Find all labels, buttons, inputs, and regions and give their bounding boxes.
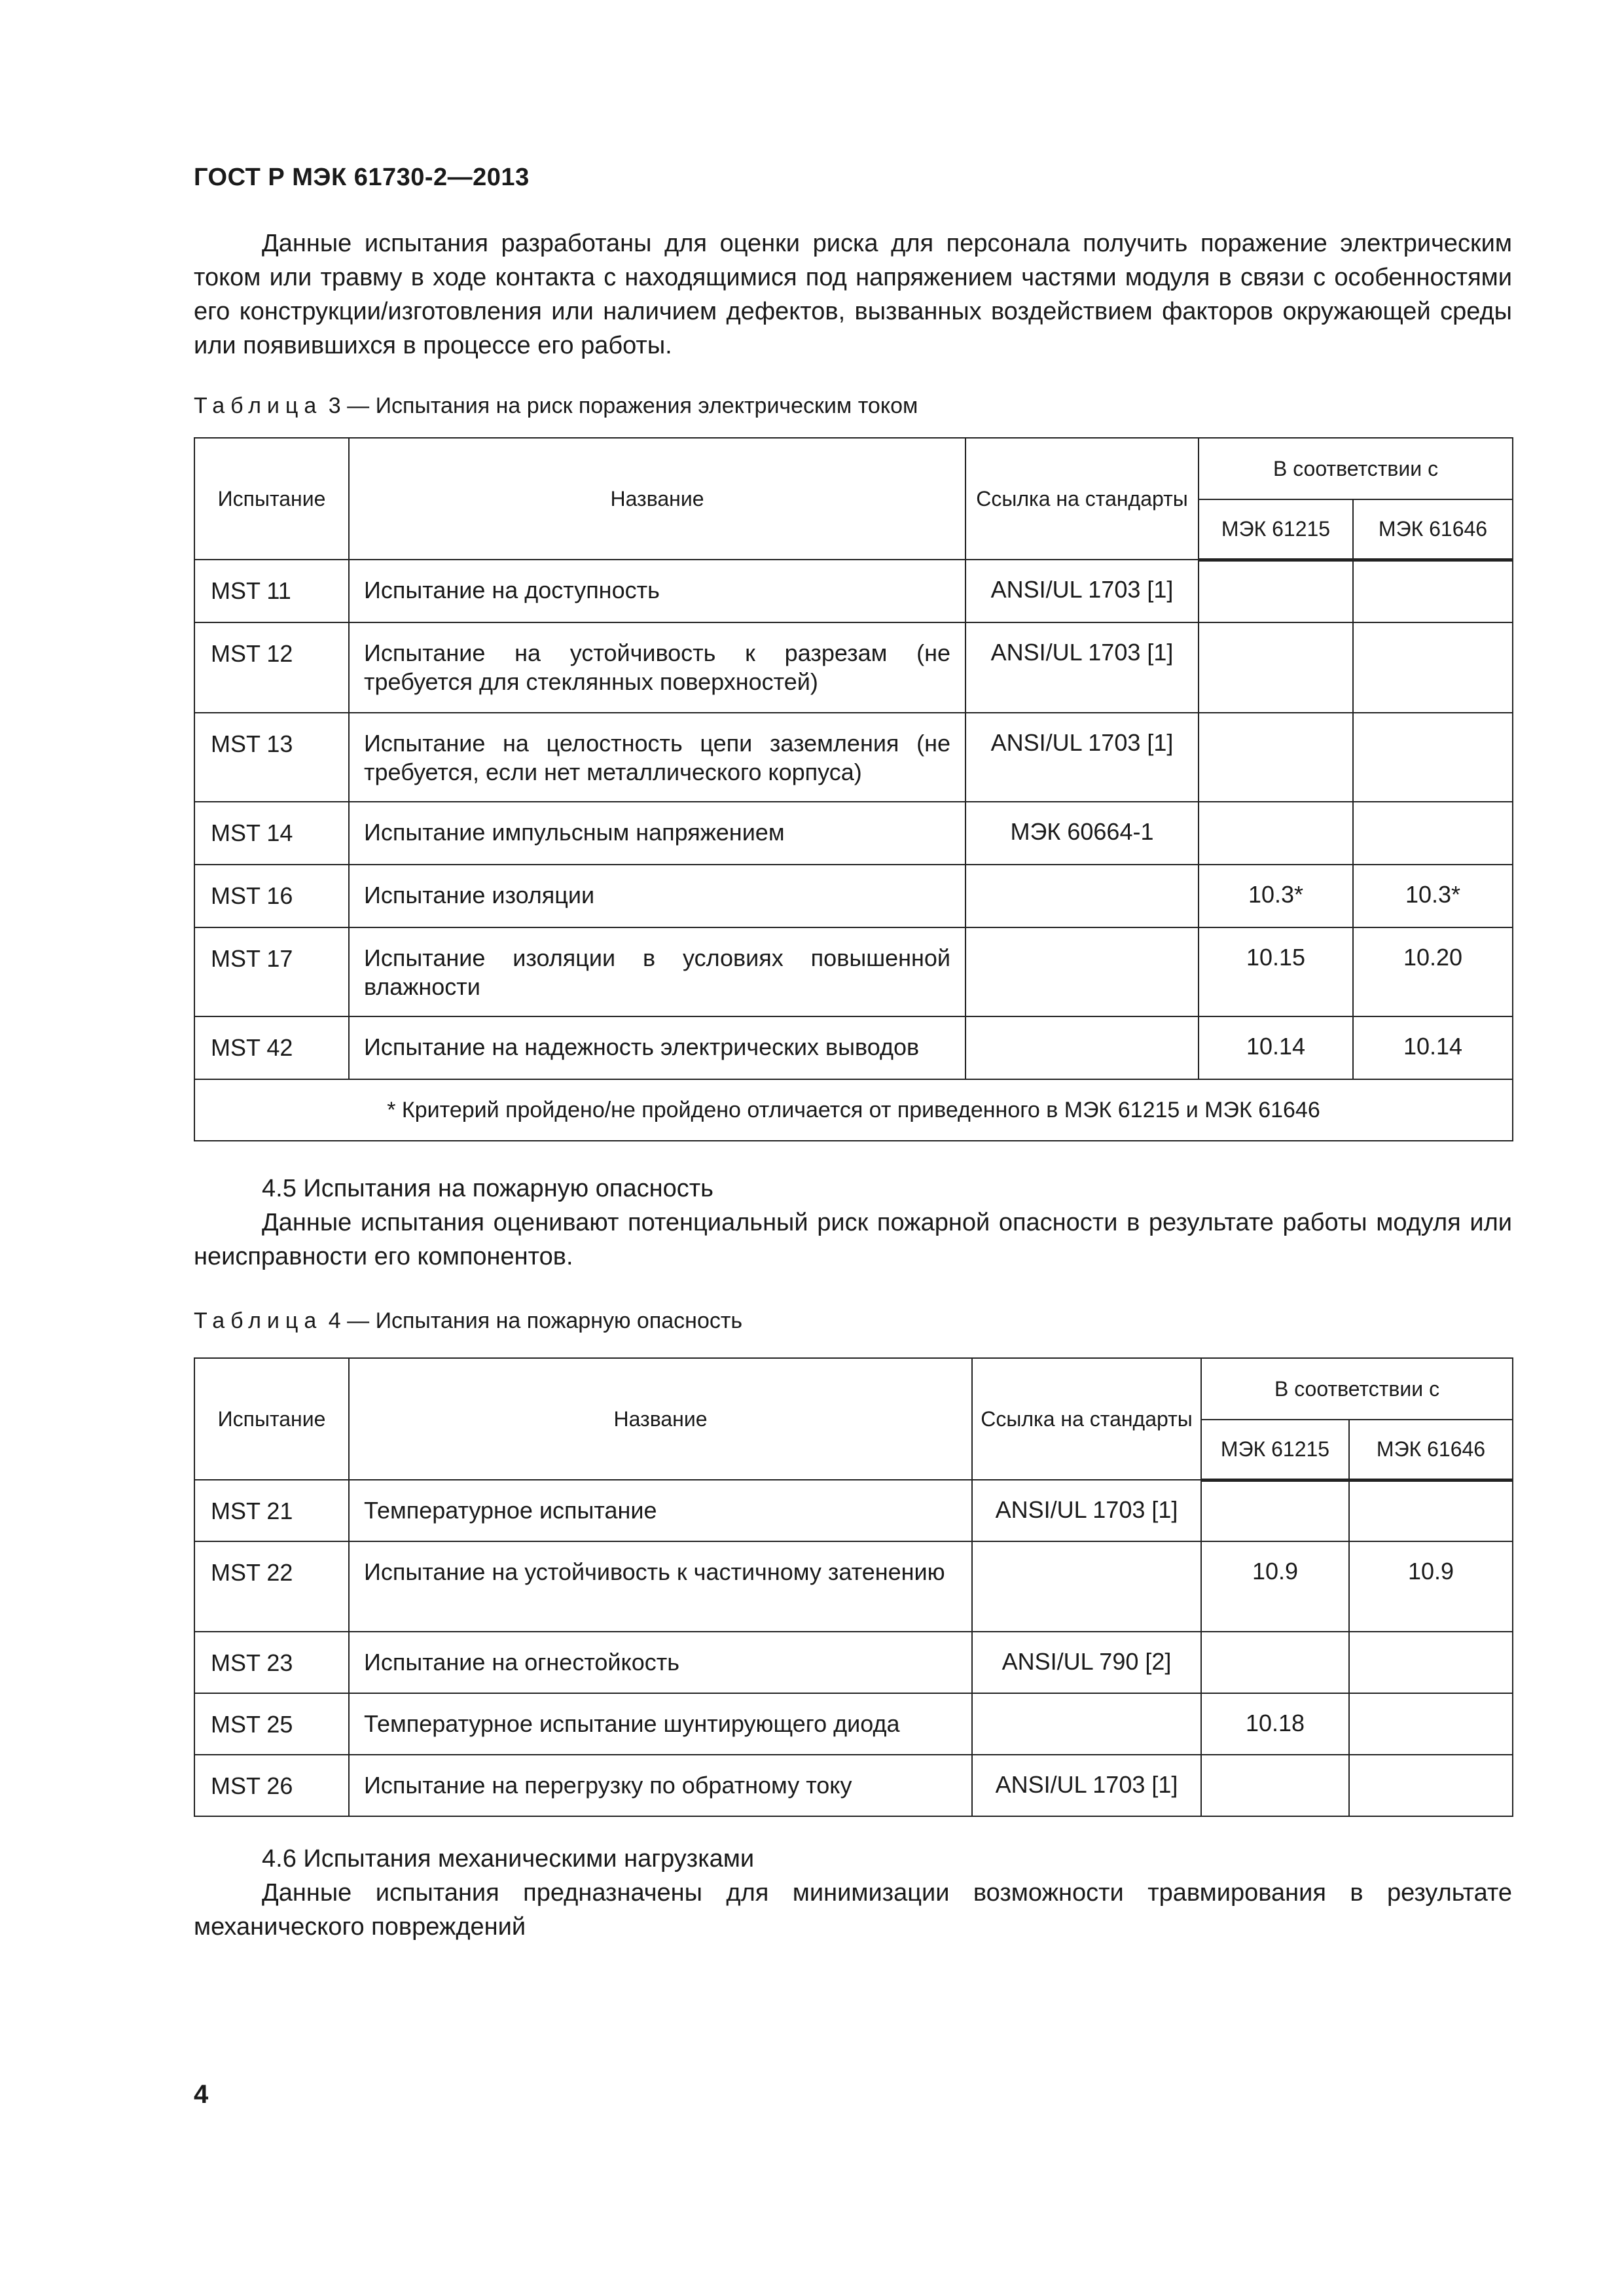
table4-fire-hazard-tests xyxy=(194,1357,1513,1817)
test-reference xyxy=(972,1541,1201,1632)
document-header: ГОСТ Р МЭК 61730-2—2013 xyxy=(194,164,530,191)
header-name: Название xyxy=(349,1358,972,1480)
intro-paragraph: Данные испытания разработаны для оценки риска для персонала получить поражение электрическим током или травму в ходе контакта с находящимися под напряжением частями модуля в связи с особенностями его конструкции/изготовления или наличием дефектов, вызванных воздействием факторов окружающей среды или появившихся в процессе его работы. xyxy=(194,230,1512,359)
header-reference: Ссылка на стандарты xyxy=(965,438,1199,560)
iec-61215-clause xyxy=(1199,560,1353,622)
test-reference xyxy=(965,927,1199,1016)
test-name: Испытание на перегрузку по обратному току xyxy=(349,1755,972,1816)
header-test: Испытание xyxy=(194,1358,349,1480)
iec-61215-clause xyxy=(1199,802,1353,865)
header-reference: Ссылка на стандарты xyxy=(972,1358,1201,1480)
iec-61646-clause xyxy=(1349,1632,1513,1693)
iec-61215-clause xyxy=(1199,622,1353,713)
test-reference xyxy=(965,1016,1199,1079)
header-accordance: В соответствии с xyxy=(1201,1358,1513,1420)
iec-61215-clause: 10.14 xyxy=(1199,1016,1353,1079)
table-row xyxy=(194,622,1513,713)
header-name: Название xyxy=(349,438,965,560)
test-reference: ANSI/UL 1703 [1] xyxy=(965,560,1199,622)
header-accordance: В соответствии с xyxy=(1199,438,1513,499)
test-name: Испытание на устойчивость к разрезам (не требуется для стеклянных поверхностей) xyxy=(349,622,965,713)
test-name: Испытание импульсным напряжением xyxy=(349,802,965,865)
iec-61215-clause: 10.3* xyxy=(1199,865,1353,927)
test-reference xyxy=(965,865,1199,927)
test-name: Испытание изоляции в условиях повышенной влажности xyxy=(349,927,965,1016)
test-name: Испытание изоляции xyxy=(349,865,965,927)
test-code: MST 21 xyxy=(194,1480,349,1541)
iec-61215-clause: 10.18 xyxy=(1201,1693,1349,1755)
table-row xyxy=(194,1755,1513,1816)
test-name: Температурное испытание шунтирующего диода xyxy=(349,1693,972,1755)
test-name: Испытание на огнестойкость xyxy=(349,1632,972,1693)
test-name: Испытание на надежность электрических выводов xyxy=(349,1016,965,1079)
section-4-6 xyxy=(194,1842,1512,1944)
test-reference: ANSI/UL 1703 [1] xyxy=(972,1480,1201,1541)
page-number: 4 xyxy=(194,2080,209,2109)
test-name: Испытание на устойчивость к частичному затенению xyxy=(349,1541,972,1632)
test-code: MST 23 xyxy=(194,1632,349,1693)
table-row xyxy=(194,1632,1513,1693)
test-code: MST 17 xyxy=(194,927,349,1016)
table-row xyxy=(194,802,1513,865)
table3-caption: Таблица 3 — Испытания на риск поражения электрическим током xyxy=(194,393,918,418)
test-code: MST 16 xyxy=(194,865,349,927)
test-reference: ANSI/UL 1703 [1] xyxy=(965,713,1199,802)
iec-61646-clause xyxy=(1353,802,1513,865)
iec-61215-clause xyxy=(1201,1632,1349,1693)
test-name: Испытание на доступность xyxy=(349,560,965,622)
iec-61646-clause xyxy=(1353,713,1513,802)
iec-61215-clause: 10.15 xyxy=(1199,927,1353,1016)
header-iec-61646: МЭК 61646 xyxy=(1349,1420,1513,1480)
iec-61646-clause xyxy=(1353,560,1513,622)
test-code: MST 26 xyxy=(194,1755,349,1816)
iec-61646-clause xyxy=(1349,1693,1513,1755)
table3-electric-shock-tests xyxy=(194,437,1513,1141)
table3-footnote: * Критерий пройдено/не пройдено отличается от приведенного в МЭК 61215 и МЭК 61646 xyxy=(194,1079,1513,1141)
table-row xyxy=(194,927,1513,1016)
iec-61646-clause: 10.9 xyxy=(1349,1541,1513,1632)
iec-61646-clause: 10.14 xyxy=(1353,1016,1513,1079)
section-4-5 xyxy=(194,1172,1512,1274)
iec-61215-clause xyxy=(1201,1480,1349,1541)
iec-61215-clause xyxy=(1199,713,1353,802)
test-code: MST 13 xyxy=(194,713,349,802)
test-reference: ANSI/UL 1703 [1] xyxy=(972,1755,1201,1816)
table-row xyxy=(194,865,1513,927)
section-heading: 4.6 Испытания механическими нагрузками xyxy=(262,1845,755,1873)
iec-61215-clause: 10.9 xyxy=(1201,1541,1349,1632)
table-row xyxy=(194,1541,1513,1632)
section-heading: 4.5 Испытания на пожарную опасность xyxy=(262,1175,713,1202)
footnote-row xyxy=(194,1079,1513,1141)
test-reference: ANSI/UL 1703 [1] xyxy=(965,622,1199,713)
test-reference: МЭК 60664-1 xyxy=(965,802,1199,865)
table-row xyxy=(194,1693,1513,1755)
table-row xyxy=(194,713,1513,802)
test-name: Испытание на целостность цепи заземления (не требуется, если нет металлического корпуса) xyxy=(349,713,965,802)
iec-61215-clause xyxy=(1201,1755,1349,1816)
header-iec-61215: МЭК 61215 xyxy=(1201,1420,1349,1480)
table-row xyxy=(194,1016,1513,1079)
test-code: MST 12 xyxy=(194,622,349,713)
header-iec-61646: МЭК 61646 xyxy=(1353,499,1513,560)
test-reference: ANSI/UL 790 [2] xyxy=(972,1632,1201,1693)
iec-61646-clause xyxy=(1349,1480,1513,1541)
test-code: MST 25 xyxy=(194,1693,349,1755)
test-code: MST 11 xyxy=(194,560,349,622)
table-row xyxy=(194,1480,1513,1541)
test-code: MST 42 xyxy=(194,1016,349,1079)
iec-61646-clause xyxy=(1349,1755,1513,1816)
header-iec-61215: МЭК 61215 xyxy=(1199,499,1353,560)
test-reference xyxy=(972,1693,1201,1755)
header-test: Испытание xyxy=(194,438,349,560)
test-name: Температурное испытание xyxy=(349,1480,972,1541)
table4-caption: Таблица 4 — Испытания на пожарную опасность xyxy=(194,1308,743,1333)
section-body: Данные испытания предназначены для минимизации возможности травмирования в результате механического повреждений xyxy=(194,1879,1512,1941)
test-code: MST 22 xyxy=(194,1541,349,1632)
iec-61646-clause xyxy=(1353,622,1513,713)
iec-61646-clause: 10.20 xyxy=(1353,927,1513,1016)
iec-61646-clause: 10.3* xyxy=(1353,865,1513,927)
test-code: MST 14 xyxy=(194,802,349,865)
section-body: Данные испытания оценивают потенциальный риск пожарной опасности в результате работы модуля или неисправности его компонентов. xyxy=(194,1209,1512,1270)
table-row xyxy=(194,560,1513,622)
